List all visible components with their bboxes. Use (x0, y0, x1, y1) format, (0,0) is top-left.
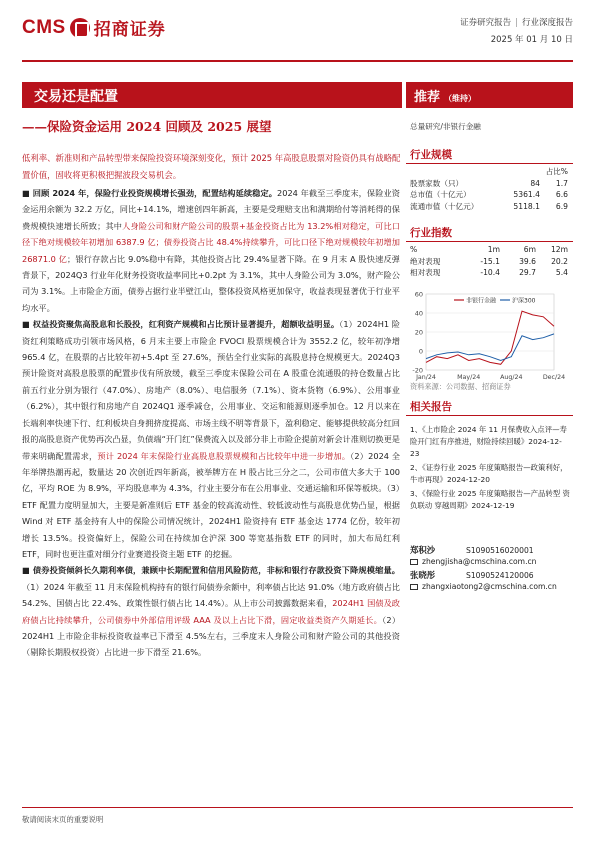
page-subtitle: ——保险资金运用 2024 回顾及 2025 展望 (22, 119, 272, 134)
header-divider (22, 60, 573, 62)
mail-icon (410, 584, 418, 590)
row-value: -10.4 (480, 268, 500, 278)
row-name: 相对表现 (410, 268, 441, 278)
footer-divider (22, 807, 573, 808)
rating-bar (406, 82, 573, 108)
related-reports-list (410, 424, 570, 514)
paragraph-text: （1）2024 年截至 11 月末保险机构持有的银行间债券余额中，利率债占比达 91.0%（地方政府债占比 54.2%、国债占比 22.4%、政策性银行债占比 14.4%）。从上市公司披露数据来看， (22, 581, 400, 609)
row-pct: 6.9 (555, 201, 568, 211)
section-title: 相关报告 (410, 401, 452, 413)
bullet-icon: ■ (22, 565, 33, 576)
mail-icon (410, 559, 418, 565)
report-link[interactable]: 2、《证券行业 2025 年度策略报告—政策利好，牛市再现》2024-12-20 (410, 463, 568, 484)
paragraph-2 (22, 316, 400, 562)
analyst-name: 郑积沙 (410, 545, 436, 555)
department-label: 总量研究/非银行金融 (410, 122, 481, 131)
row-value: 29.7 (519, 268, 536, 278)
report-meta: 证券研究报告 | 行业深度报告 2025 年 01 月 10 日 (460, 18, 573, 45)
chart-source: 资料来源：公司数据、招商证券 (410, 382, 511, 391)
series-line (426, 334, 554, 361)
report-link[interactable]: 1、《上市险企 2024 年 11 月保费收入点评—寿险开门红有序推进，财险持续回暖》2024-12-23 (410, 425, 567, 458)
y-tick-label: -20 (412, 366, 423, 375)
table-row (410, 267, 568, 279)
analyst-entry (410, 570, 570, 581)
industry-index-chart (404, 286, 574, 382)
rating-sub: （维持） (444, 94, 477, 103)
y-tick-label: 60 (414, 290, 423, 299)
summary-text: 低利率、新准则和产品转型带来保险投资环境深刻变化，预计 2025 年高股息股票对险资仍具有战略配置价值，固收将更积极把握波段交易机会。 (22, 153, 401, 180)
paragraph-lead: 回顾 2024 年，保险行业投资规模增长强劲，配置结构延续稳定。 (32, 188, 278, 198)
paragraph-text: 2024 年截至三季度末，保险业资金运用余额为 32.2 万亿，同比+14.1%，增速创四年新高，主要是受理赔支出和满期给付等消耗得的保费规模快速增长所致；其中 (22, 188, 400, 231)
x-tick-label: Dec/24 (542, 374, 566, 381)
col-header: 占比% (545, 167, 568, 177)
col-header: % (410, 245, 418, 255)
industry-index-table (410, 244, 568, 279)
section-title: 行业指数 (410, 227, 452, 239)
row-pct: 6.6 (555, 190, 568, 200)
row-value: 5361.4 (513, 190, 540, 200)
paragraph-3 (22, 562, 400, 660)
row-pct: 1.7 (555, 178, 568, 188)
company-logo (22, 15, 166, 40)
bullet-icon: ■ (22, 188, 33, 198)
section-title: 行业规模 (410, 149, 452, 161)
paragraph-text: （2）2024H1 上市险企非标投资收益率已下滑至 4.5%左右，三季度末人身险公司和财产险公司的其他投资（剔除长期股权投资）占比进一步下滑至 21.6%。 (22, 614, 401, 658)
paragraph-1 (22, 185, 400, 316)
row-value: 39.6 (519, 256, 536, 266)
logo-cn-text: 招商证券 (93, 20, 166, 40)
title-bar (22, 82, 402, 108)
analyst-entry (410, 545, 570, 556)
report-link[interactable]: 3、《保险行业 2025 年度策略报告—产品转型 资负联动 穿越周期》2024-12-19 (410, 489, 570, 510)
legend-label: 沪深300 (512, 297, 536, 305)
logo-text: CMS (22, 16, 66, 38)
rating-label: 推荐 (414, 90, 441, 105)
paragraph-highlight: 人身险公司和财产险公司的股票+基金投资占比为 13.2%相对稳定，可比口径下绝对规模较年初增加 6387.9 亿；债券投资占比 48.4%持续攀升，可比口径下绝对规模较年初增加 26871.0 亿 (22, 220, 400, 264)
footer-note: 敬请阅读末页的重要说明 (22, 815, 104, 824)
page-title: 交易还是配置 (34, 89, 118, 105)
row-name: 股票家数（只） (410, 178, 464, 188)
row-value: 84 (530, 178, 540, 188)
analyst-email[interactable]: zhangxiaotong2@cmschina.com.cn (422, 582, 557, 591)
analyst-info (410, 545, 570, 592)
table-row (410, 189, 568, 201)
col-header: 1m (487, 245, 500, 255)
analyst-id: S1090516020001 (466, 546, 534, 555)
x-tick-label: Aug/24 (500, 374, 523, 381)
y-tick-label: 0 (418, 347, 423, 356)
paragraph-text: （2）2024 全年举牌热潮再起，数量达 20 次创近四年新高，被举牌方在 H 股占比三分之二，公司市值大多大于 100 亿，平均 ROE 为 8.9%，平均股息率为 4.3%，行业主要分布在公用事业、交通运输和环保等板块。（3）ETF 配置力度明显加大，主要是新准则后 ETF 基金的较高流动性、较低波动性与高股息优势凸显，根据 Wind 对 ETF 基金持有人中的保险公司情况统计，2024H1 险资持有 ETF 基金达 1774 亿份，较年初增长 13.5%。投资偏好上，保险公司在持续加仓沪深 300 等宽基指数 ETF 的同时，加大布局红利 ETF，同时也更注重对细分行业赛道投资主题 ETF 的挖掘。 (22, 450, 400, 559)
row-value: 5.4 (555, 268, 568, 278)
logo-mark-icon (70, 18, 90, 38)
table-row (410, 201, 568, 213)
col-header: 12m (550, 245, 568, 255)
y-tick-label: 20 (414, 328, 423, 337)
page-header (0, 0, 595, 66)
row-value: 20.2 (551, 256, 568, 266)
analyst-email[interactable]: zhengjisha@cmschina.com.cn (422, 557, 537, 566)
paragraph-lead: 债券投资倾斜长久期利率债，兼顾中长期配置和信用风险防范，非标和银行存款投资下降规模缩量。 (32, 565, 400, 576)
table-row (410, 178, 568, 190)
x-tick-label: May/24 (457, 374, 481, 381)
row-value: -15.1 (480, 256, 500, 266)
analyst-name: 张晓彤 (410, 570, 436, 580)
row-value: 5118.1 (513, 201, 540, 211)
industry-scale-table (410, 166, 568, 212)
paragraph-text: （1）2024H1 险资红利策略成功引领市场风格，6 月末主要上市险企 FVOCI 股票规模合计为 3552.2 亿，较年初净增 965.4 亿，在股票的占比较年初+5.4pt 至 27.6%，预估全行业实际的高股息持仓规模更大。2024Q3 预计险资对高股息股票的配置步伐有所放缓，截至三季度末保险公司在 A 股重仓流通股的持仓数量占比前五行业分别为银行（47.0%）、房地产（8.0%）、电信服务（7.1%）、资本货物（6.9%）、公用事业（6.2%），其中银行和房地产自 2024Q1 逐季减仓，公用事业、交运和能源则逐季加仓。12 月以来在长端利率快速下行、红利板块自身拥挤度提高、市场主线不明等背景下，盈利稳定、能够提供较高分红回报的高股息资产优势再次凸显，负债端“开门红”保费流入以及部分非上市险企提前对新会计准则切换更是带来明确配置需求， (22, 319, 400, 461)
report-category: 行业深度报告 (521, 18, 573, 28)
industry-index-heading (406, 224, 573, 242)
main-body (22, 185, 400, 661)
related-reports-heading (406, 398, 573, 416)
col-header: 6m (523, 245, 536, 255)
y-tick-label: 40 (414, 309, 423, 318)
row-name: 绝对表现 (410, 256, 441, 266)
paragraph-text: ；银行存款占比 9.0%稳中有降，其他投资占比 29.4%显著下降。在 9 月末 A 股快速反弹背景下，2024Q3 行业年化财务投资收益率同比+0.2pt 为 3.1%，其中人身险公司为 3.0%，财产险公司为 3.1%。上市险企方面，债券占据行业半壁江山，整体投资风格更加保守，收益表现显著优于行业平均水平。 (22, 253, 400, 313)
paragraph-highlight: 2024H1 国债及政府债占比持续攀升，公司债券中外部信用评级 AAA 及以上占比下滑，固定收益类资产久期延长。 (22, 598, 400, 625)
paragraph-lead: 权益投资聚焦高股息和长股投，红利资产规模和占比预计显著提升，超额收益明显。 (32, 319, 340, 330)
report-date: 2025 年 01 月 10 日 (490, 35, 573, 45)
legend-label: 非银行金融 (466, 297, 497, 305)
industry-scale-heading (406, 146, 573, 164)
x-tick-label: Jan/24 (416, 374, 436, 381)
row-name: 流通市值（十亿元） (410, 201, 479, 211)
table-row (410, 256, 568, 268)
analyst-id: S1090524120006 (466, 571, 534, 580)
report-type: 证券研究报告 (460, 18, 512, 28)
bullet-icon: ■ (22, 319, 33, 330)
row-name: 总市值（十亿元） (410, 190, 471, 200)
paragraph-highlight: 预计 2024 年末保险行业高股息股票规模和占比较年中进一步增加。 (97, 450, 351, 461)
